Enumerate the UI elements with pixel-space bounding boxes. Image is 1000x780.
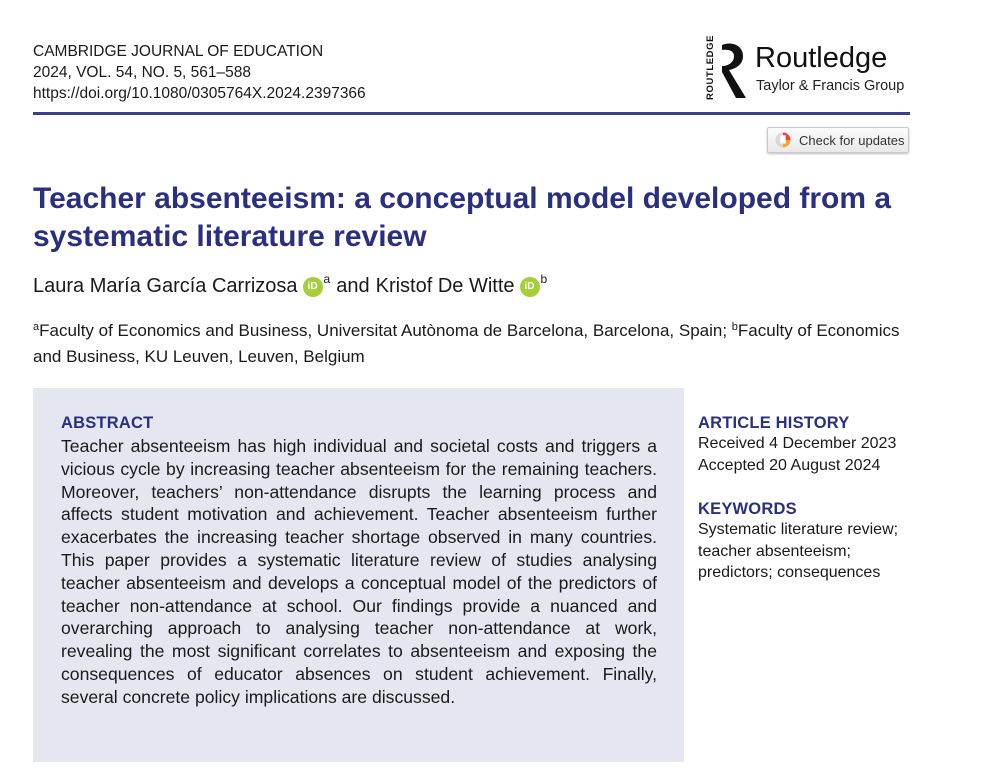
accepted-date: Accepted 20 August 2024 <box>698 456 881 474</box>
journal-citation: 2024, VOL. 54, NO. 5, 561–588 <box>33 64 252 81</box>
orcid-icon[interactable]: iD <box>520 277 540 297</box>
article-sidebar <box>698 413 938 584</box>
author-connector: and <box>336 275 370 297</box>
abstract-heading: ABSTRACT <box>61 414 154 432</box>
author-name[interactable]: Laura María García Carrizosa <box>33 275 298 297</box>
affiliation-marker: b <box>731 321 738 333</box>
affiliation-text: Faculty of Economics and Business, KU Leuven, Leuven, Belgium <box>33 321 900 366</box>
received-date: Received 4 December 2023 <box>698 435 897 452</box>
check-for-updates-label: Check for updates <box>799 132 905 148</box>
affiliation-text: Faculty of Economics and Business, Universitat Autònoma de Barcelona, Barcelona, Spain; <box>39 321 732 340</box>
keyword-line: Systematic literature review; <box>698 521 899 538</box>
abstract-text: Teacher absenteeism has high individual and societal costs and triggers a vicious cycle by increasing teacher absenteeism for the remaining teachers. Moreover, teachers’ non-attendance disrupts the learning process and affects student motivation and achievement. Teacher absenteeism further exacerbates the increasing teacher shortage observed in many countries. This paper provides a systematic literature review of studies analysing teacher absenteeism and develops a conceptual model of the predictors of teacher non-attendance at school. Our findings provide a nuanced and overarching approach to analysing teacher non-attendance at work, revealing the most significant correlates to absenteeism and exposing the consequences of educator absences on student achievement. Finally, several concrete policy implications are discussed. <box>61 436 657 707</box>
author-name[interactable]: Kristof De Witte <box>375 275 515 297</box>
publisher-vertical-text: ROUTLEDGE <box>705 34 716 100</box>
check-for-updates-button[interactable] <box>767 127 909 153</box>
keyword-line: predictors; consequences <box>698 564 881 581</box>
article-title: Teacher absenteeism: a conceptual model developed from a systematic literature review <box>33 182 892 253</box>
affiliation-marker: b <box>540 272 548 286</box>
keywords-block <box>698 499 938 584</box>
publisher-logo <box>705 34 915 102</box>
affiliations <box>33 319 913 369</box>
article-history-heading: ARTICLE HISTORY <box>698 414 850 432</box>
affiliation-marker: a <box>323 272 331 286</box>
keyword-line: teacher absenteeism; <box>698 542 851 560</box>
affiliation-marker: a <box>33 321 40 333</box>
orcid-icon[interactable]: iD <box>303 277 323 297</box>
author-list <box>33 272 553 300</box>
crossmark-icon <box>775 132 791 148</box>
routledge-logo-icon <box>719 41 749 101</box>
header-divider <box>33 112 910 115</box>
journal-name: CAMBRIDGE JOURNAL OF EDUCATION <box>33 43 324 60</box>
abstract-box <box>33 388 684 762</box>
keywords-heading: KEYWORDS <box>698 500 797 518</box>
journal-meta <box>33 41 366 104</box>
publisher-group: Taylor & Francis Group <box>756 78 905 94</box>
publisher-name: Routledge <box>755 42 888 74</box>
doi-link[interactable]: https://doi.org/10.1080/0305764X.2024.2397366 <box>33 85 366 102</box>
